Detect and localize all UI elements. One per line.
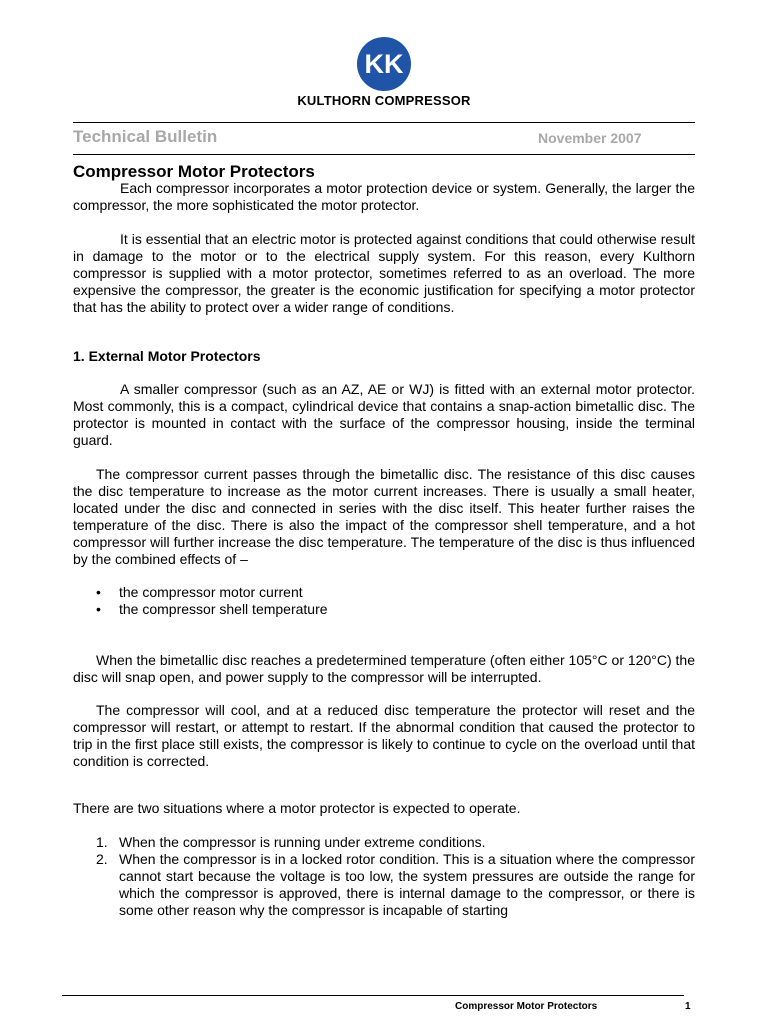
paragraph-compressor-current xyxy=(73,466,695,568)
bullet-icon: • xyxy=(96,601,101,617)
paragraph-text: When the bimetallic disc reaches a predetermined temperature (often either 105°C or 120°C) the disc will snap open, and power supply to the compressor will be interrupted. xyxy=(73,652,695,685)
bullet-list xyxy=(73,584,695,618)
numbered-list xyxy=(73,834,695,919)
paragraph-intro xyxy=(73,180,695,214)
logo-text: KK xyxy=(364,49,404,79)
paragraph-smaller-compressor xyxy=(73,381,695,449)
paragraph-text: The compressor current passes through the bimetallic disc. The resistance of this disc causes the disc temperature to increase as the motor current increases. There is usually a small heater, located under the disc and connected in series with the disc itself. This heater further raises the temperature of the disc. There is also the impact of the compressor shell temperature, and a hot compressor will further increase the disc temperature. The temperature of the disc is thus influenced by the combined effects of – xyxy=(73,466,695,567)
list-item-text: the compressor shell temperature xyxy=(119,601,328,617)
list-item-text: the compressor motor current xyxy=(119,584,303,600)
bullet-icon: • xyxy=(96,584,101,600)
paragraph-text: It is essential that an electric motor is protected against conditions that could otherwise result in damage to the motor or to the electrical supply system. For this reason, every Kulthorn compressor is supplied with a motor protector, sometimes referred to as an overload. The more expensive the compressor, the greater is the economic justification for specifying a motor protector that has the ability to protect over a wider range of conditions. xyxy=(73,231,695,315)
list-item-text: When the compressor is running under extreme conditions. xyxy=(119,834,486,850)
list-item xyxy=(73,834,695,851)
paragraph-text: There are two situations where a motor protector is expected to operate. xyxy=(73,800,521,816)
kulthorn-logo xyxy=(356,36,412,92)
list-item xyxy=(73,851,695,919)
paragraph-text: Each compressor incorporates a motor protection device or system. Generally, the larger the compressor, the more sophisticated the motor protector. xyxy=(73,180,695,213)
paragraph-text: The compressor will cool, and at a reduced disc temperature the protector will reset and the compressor will restart, or attempt to restart. If the abnormal condition that caused the protector to trip in the first place still exists, the compressor is likely to continue to cycle on the overload until that condition is corrected. xyxy=(73,702,695,769)
list-number: 2. xyxy=(96,851,108,867)
list-number: 1. xyxy=(96,834,108,850)
header-rule-bottom xyxy=(73,154,695,155)
header-rule-top xyxy=(73,122,695,123)
paragraph-text: A smaller compressor (such as an AZ, AE or WJ) is fitted with an external motor protector. Most commonly, this is a compact, cylindrical device that contains a snap-action bimetallic disc. The protector is mounted in contact with the surface of the compressor housing, inside the terminal guard. xyxy=(73,381,695,448)
company-name: KULTHORN COMPRESSOR xyxy=(297,93,471,108)
bulletin-label: Technical Bulletin xyxy=(73,127,218,146)
paragraph-snap-open xyxy=(73,652,695,686)
page-number: 1 xyxy=(685,1001,691,1012)
footer-title: Compressor Motor Protectors xyxy=(455,1001,598,1012)
bulletin-date: November 2007 xyxy=(538,130,642,146)
list-item xyxy=(73,584,695,601)
paragraph-cool-reset xyxy=(73,702,695,770)
section-heading: 1. External Motor Protectors xyxy=(73,348,261,364)
list-item xyxy=(73,601,695,618)
paragraph-essential xyxy=(73,231,695,316)
list-item-text: When the compressor is in a locked rotor condition. This is a situation where the compressor cannot start because the voltage is too low, the system pressures are outside the range for which the compressor is approved, there is internal damage to the compressor, or there is some other reason why the compressor is incapable of starting xyxy=(119,851,695,918)
document-title: Compressor Motor Protectors xyxy=(73,162,315,181)
paragraph-two-situations xyxy=(73,800,695,817)
footer-rule xyxy=(62,995,684,996)
